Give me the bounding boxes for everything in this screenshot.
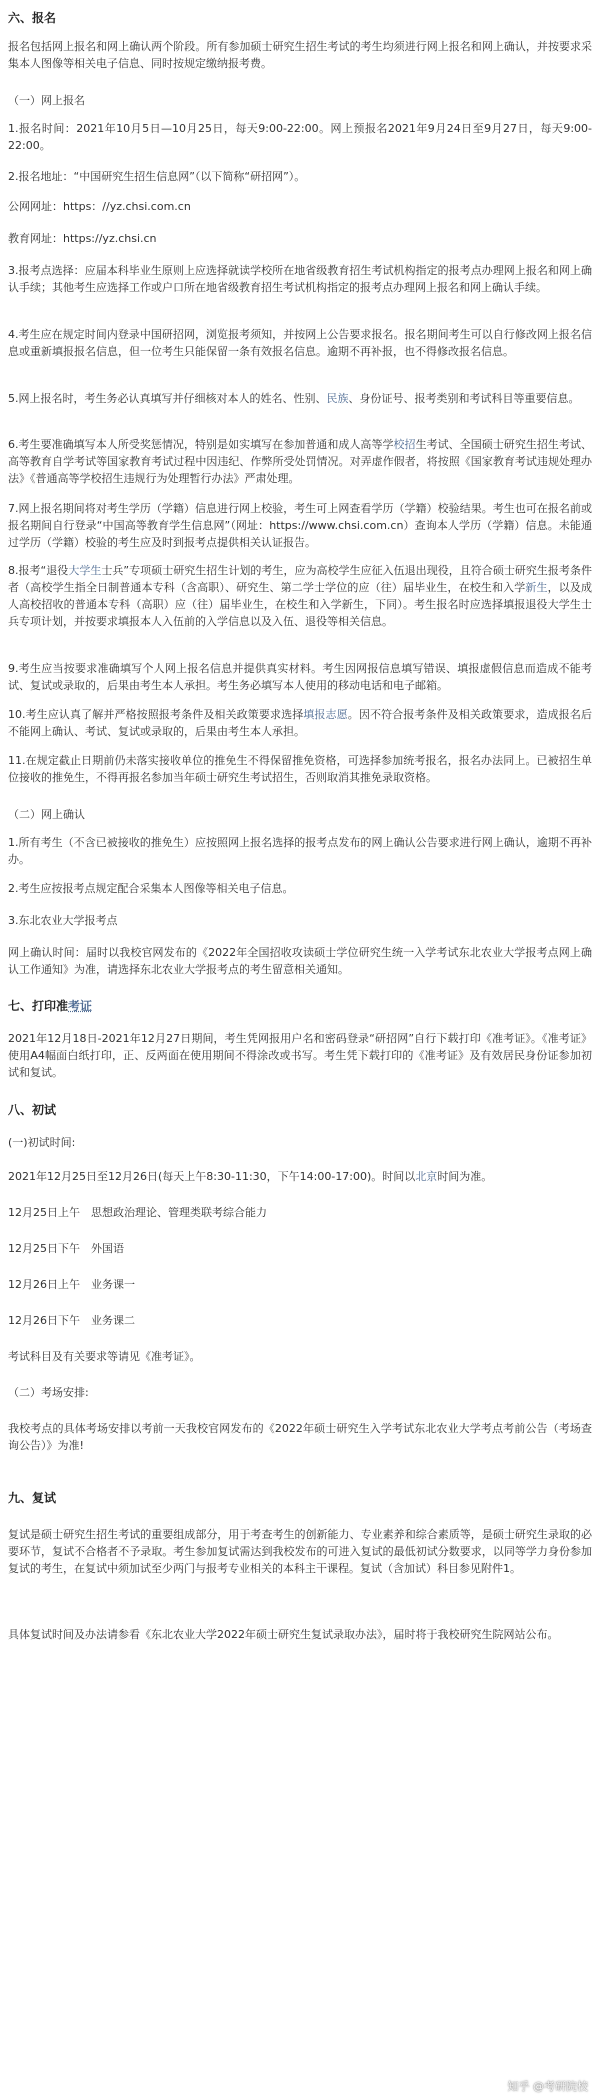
public-network-url: 公网网址：https：//yz.chsi.com.cn — [8, 200, 191, 213]
link-college-student[interactable]: 大学生 — [68, 564, 102, 577]
link-school-admission[interactable]: 校招 — [393, 438, 416, 451]
section-6-intro: 报名包括网上报名和网上确认两个阶段。所有参加硕士研究生招生考试的考生均须进行网上报名和网上确认，并按要求采集本人图像等相关电子信息、同时按规定缴纳报考费。 — [8, 40, 592, 70]
schedule-item: 12月25日上午 思想政治理论、管理类联考综合能力 — [8, 1206, 267, 1219]
section-8-title: 八、初试 — [8, 1103, 57, 1117]
item-9-accurate-info: 9.考生应当按要求准确填写个人网上报名信息并提供真实材料。考生因网报信息填写错误、填报虚假信息而造成不能考试、复试或录取的，后果由考生本人承担。考生务必填写本人使用的移动电话和电子邮箱。 — [8, 662, 592, 692]
item-7-education-verification: 7.网上报名期间将对考生学历（学籍）信息进行网上校验，考生可上网查看学历（学籍）校验结果。考生也可在报名前或报名期间自行登录“中国高等教育学生信息网”（网址：https://www.chsi.com.cn）查询本人学历（学籍）信息。未能通过学历（学籍）校验的考生应及时到报考点提供相关认证报告。 — [8, 502, 592, 549]
subsection-exam-time: (一)初试时间: — [8, 1136, 76, 1149]
exam-time-range: 2021年12月25日至12月26日(每天上午8:30-11:30，下午14:00-17:00)。时间以北京时间为准。 — [8, 1170, 493, 1183]
exam-subjects-note: 考试科目及有关要求等请见《准考证》。 — [8, 1350, 201, 1363]
link-freshman[interactable]: 新生 — [525, 581, 548, 594]
education-network-url: 教育网址：https://yz.chsi.cn — [8, 232, 157, 245]
item-6-rewards-penalties: 6.考生要准确填写本人所受奖惩情况，特别是如实填写在参加普通和成人高等学校招生考试、全国硕士研究生招生考试、高等教育自学考试等国家教育考试过程中因违纪、作弊所受处罚情况。对弄虚作假者，将按照《国家教育考试违规处理办法》《普通高等学校招生违规行为处理暂行办法》严肃处理。 — [8, 438, 593, 485]
link-ethnicity[interactable]: 民族 — [326, 392, 349, 405]
subsection-online-confirmation: （二）网上确认 — [8, 808, 85, 821]
retest-description: 复试是硕士研究生招生考试的重要组成部分，用于考查考生的创新能力、专业素养和综合素质等，是硕士研究生录取的必要环节，复试不合格者不予录取。考生参加复试需达到我校发布的可进入复试的最低初试分数要求，以同等学力身份参加复试的考生，在复试中须加试至少两门与报考专业相关的本科主干课程。复试（含加试）科目参见附件1。 — [8, 1528, 592, 1575]
section-9-title: 九、复试 — [8, 1491, 57, 1505]
item-10-conditions: 10.考生应认真了解并严格按照报考条件及相关政策要求选择填报志愿。因不符合报考条件及相关政策要求，造成报名后不能网上确认、考试、复试或录取的，后果由考生本人承担。 — [8, 708, 592, 738]
confirm-item-2: 2.考生应按报考点规定配合采集本人图像等相关电子信息。 — [8, 882, 294, 895]
subsection-exam-room: （二）考场安排: — [8, 1386, 89, 1399]
schedule-item: 12月25日下午 外国语 — [8, 1242, 124, 1255]
retest-method-note: 具体复试时间及办法请参看《东北农业大学2022年硕士研究生复试录取办法》，届时将于我校研究生院网站公布。 — [8, 1628, 559, 1641]
section-6-title: 六、报名 — [8, 11, 57, 25]
link-beijing[interactable]: 北京 — [415, 1170, 438, 1183]
item-4-online-notice: 4.考生应在规定时间内登录中国研招网，浏览报考须知，并按网上公告要求报名。报名期间考生可以自行修改网上报名信息或重新填报报名信息，但一位考生只能保留一条有效报名信息。逾期不再补报，也不得修改报名信息。 — [8, 328, 592, 358]
link-fill-choice[interactable]: 填报志愿 — [303, 708, 348, 721]
confirm-item-1: 1.所有考生（不含已被接收的推免生）应按照网上报名选择的报考点发布的网上确认公告要求进行网上确认，逾期不再补办。 — [8, 836, 592, 866]
subsection-online-registration: （一）网上报名 — [8, 94, 85, 107]
watermark: 知乎 @考研院校 — [507, 2080, 588, 2093]
item-5-check-info: 5.网上报名时，考生务必认真填写并仔细核对本人的姓名、性别、民族、身份证号、报考类别和考试科目等重要信息。 — [8, 392, 580, 405]
exam-room-arrangement: 我校考点的具体考场安排以考前一天我校官网发布的《2022年硕士研究生入学考试东北农业大学考点考前公告（考场查询公告）》为准! — [8, 1422, 592, 1452]
item-3-exam-site-selection: 3.报考点选择：应届本科毕业生原则上应选择就读学校所在地省级教育招生考试机构指定的报考点办理网上报名和网上确认手续；其他考生应选择工作或户口所在地省级教育招生考试机构指定的报考点办理网上报名和网上确认手续。 — [8, 264, 592, 294]
section-7-title: 七、打印准考证 — [8, 999, 93, 1013]
section-7-text: 2021年12月18日-2021年12月27日期间，考生凭网报用户名和密码登录“研招网”自行下载打印《准考证》。《准考证》使用A4幅面白纸打印，正、反两面在使用期间不得涂改或书写。考生凭下载打印的《准考证》及有效居民身份证参加初试和复试。 — [8, 1032, 592, 1079]
item-1-registration-time: 1.报名时间：2021年10月5日—10月25日，每天9:00-22:00。网上预报名2021年9月24日至9月27日，每天9:00-22:00。 — [8, 122, 592, 152]
schedule-item: 12月26日上午 业务课一 — [8, 1278, 135, 1291]
confirm-time-notice: 网上确认时间：届时以我校官网发布的《2022年全国招收攻读硕士学位研究生统一入学考试东北农业大学报考点网上确认工作通知》为准，请选择东北农业大学报考点的考生留意相关通知。 — [8, 946, 592, 976]
item-2-registration-site: 2.报名地址：“中国研究生招生信息网”（以下简称“研招网”）。 — [8, 170, 306, 183]
confirm-item-3: 3.东北农业大学报考点 — [8, 914, 118, 927]
item-11-recommended-students: 11.在规定截止日期前仍未落实接收单位的推免生不得保留推免资格，可选择参加统考报名，报名办法同上。已被招生单位接收的推免生，不得再报名参加当年硕士研究生考试招生，否则取消其推免录取资格。 — [8, 754, 592, 784]
schedule-item: 12月26日下午 业务课二 — [8, 1314, 135, 1327]
link-admission-ticket[interactable]: 考证 — [68, 999, 93, 1013]
item-8-veteran-plan: 8.报考“退役大学生士兵”专项硕士研究生招生计划的考生，应为高校学生应征入伍退出现役，且符合硕士研究生报考条件者（高校学生指全日制普通本专科（含高职）、研究生、第二学士学位的应（往）届毕业生，在校生和入学新生，以及成人高校招收的普通本专科（高职）应（往）届毕业生，在校生和入学新生，下同）。考生报名时应选择填报退役大学生士兵专项计划，并按要求填报本人入伍前的入学信息以及入伍、退役等相关信息。 — [8, 564, 592, 628]
